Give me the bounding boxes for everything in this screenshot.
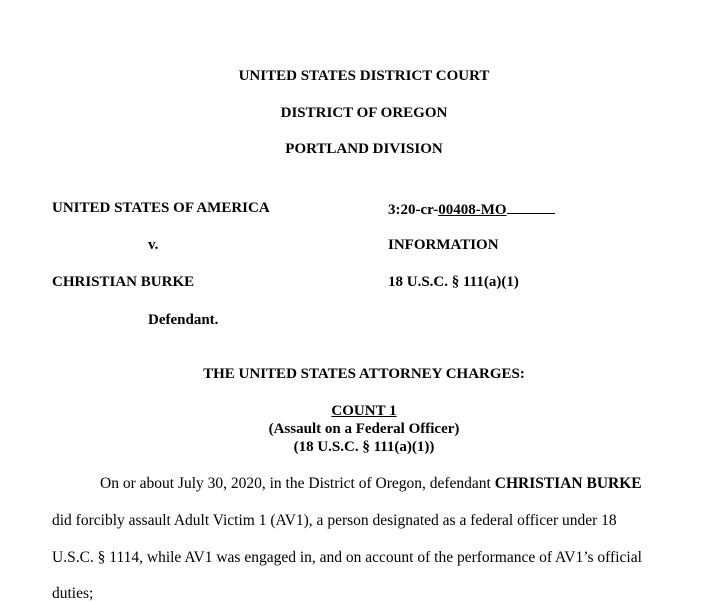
body-line-3: U.S.C. § 1114, while AV1 was engaged in, and on account of the performance of AV1’s official [52, 549, 642, 566]
case-number [388, 199, 555, 219]
court-name: UNITED STATES DISTRICT COURT [238, 68, 490, 84]
body-defendant-name: CHRISTIAN BURKE [494, 475, 642, 492]
statute-citation: 18 U.S.C. § 111(a)(1) [388, 274, 519, 290]
document-type: INFORMATION [388, 237, 499, 253]
body-line-1-text: On or about July 30, 2020, in the District of Oregon, defendant [100, 475, 495, 492]
count-title: COUNT 1 [331, 403, 397, 419]
defendant-role: Defendant. [148, 312, 219, 328]
court-district: DISTRICT OF OREGON [280, 105, 448, 121]
body-line-4: duties; [52, 585, 94, 602]
charges-heading: THE UNITED STATES ATTORNEY CHARGES: [203, 366, 525, 382]
case-number-suffix: 00408-MO [438, 202, 507, 218]
case-number-blank-line [507, 199, 555, 214]
body-line-1 [100, 475, 642, 493]
case-number-prefix: 3:20-cr- [388, 202, 439, 218]
court-division: PORTLAND DIVISION [285, 141, 443, 157]
versus-label: v. [148, 237, 159, 253]
body-line-2: did forcibly assault Adult Victim 1 (AV1), a person designated as a federal officer under 18 [52, 512, 617, 529]
plaintiff-name: UNITED STATES OF AMERICA [52, 200, 270, 216]
defendant-name: CHRISTIAN BURKE [52, 274, 195, 290]
count-subtitle: (Assault on a Federal Officer) [268, 421, 460, 437]
count-statute: (18 U.S.C. § 111(a)(1)) [293, 439, 435, 455]
